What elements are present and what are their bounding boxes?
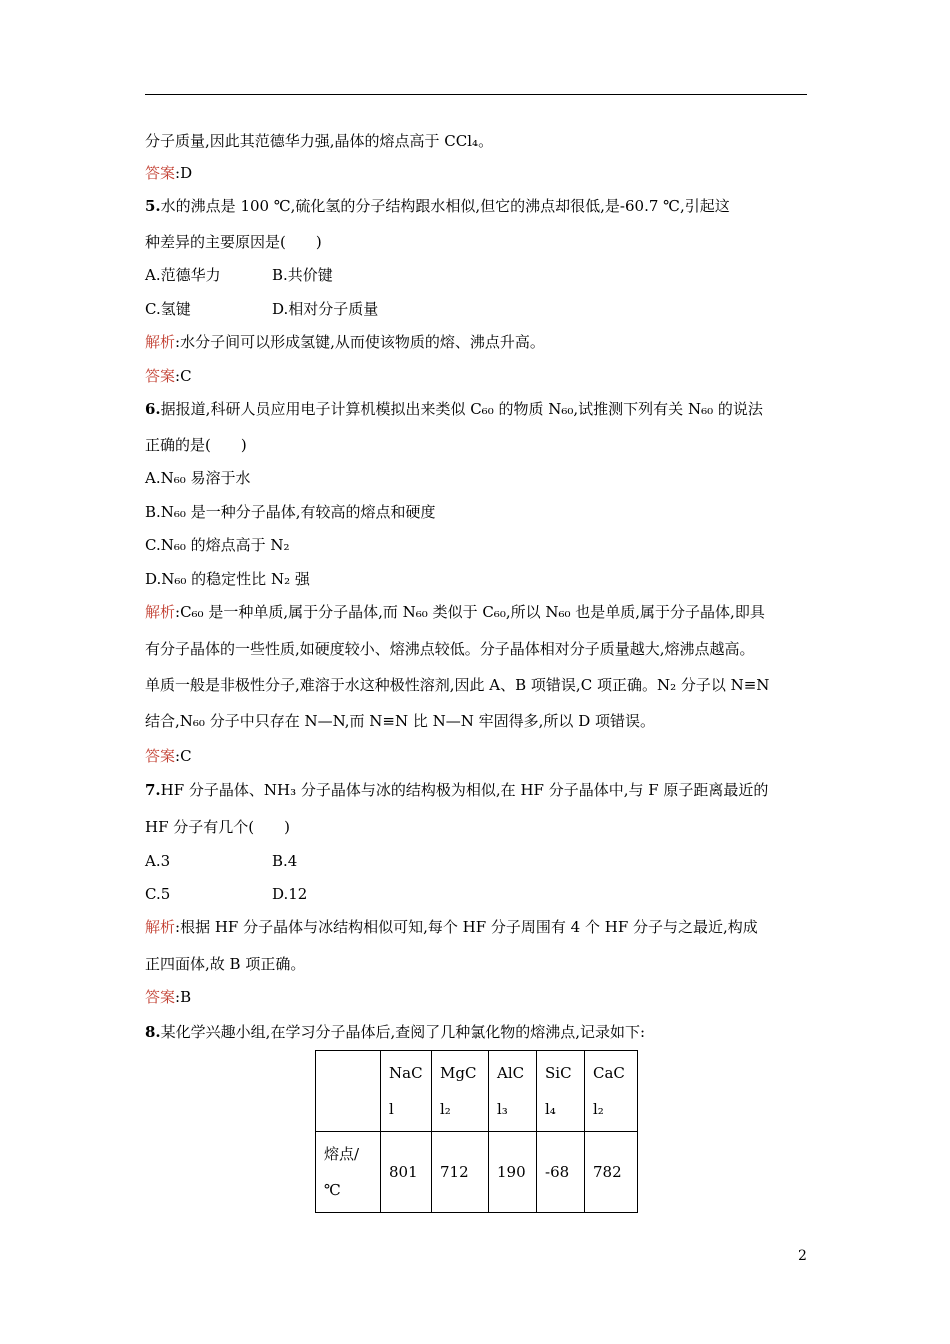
question-7-line-1 bbox=[145, 780, 768, 800]
analysis-label: 解析 bbox=[145, 333, 176, 351]
option-c: C.氢键 bbox=[145, 300, 191, 318]
answer-value: :C bbox=[175, 367, 192, 385]
option-d: D.相对分子质量 bbox=[272, 300, 379, 318]
question-number: 6. bbox=[145, 400, 161, 418]
table-cell: 801 bbox=[381, 1132, 432, 1213]
option-a: A.范德华力 bbox=[145, 266, 221, 284]
question-7-line-2: HF 分子有几个( ) bbox=[145, 818, 290, 836]
question-number: 8. bbox=[145, 1023, 161, 1041]
page-number: 2 bbox=[798, 1248, 807, 1264]
table-header-cell: SiCl₄ bbox=[537, 1051, 585, 1132]
question-5-line-2: 种差异的主要原因是( ) bbox=[145, 233, 322, 251]
answer-label: 答案 bbox=[145, 988, 176, 1006]
question-5-line-1 bbox=[145, 196, 730, 216]
table-cell: 190 bbox=[489, 1132, 537, 1213]
question-text: 水的沸点是 100 ℃,硫化氢的分子结构跟水相似,但它的沸点却很低,是-60.7 ℃,引起这 bbox=[160, 197, 730, 215]
option-a: A.3 bbox=[145, 852, 171, 870]
analysis-line: 结合,N₆₀ 分子中只存在 N—N,而 N≡N 比 N—N 牢固得多,所以 D 项错误。 bbox=[145, 712, 655, 730]
answer-value: :C bbox=[175, 747, 192, 765]
table-header-cell: AlCl₃ bbox=[489, 1051, 537, 1132]
table-cell: 782 bbox=[585, 1132, 638, 1213]
analysis-text: :根据 HF 分子晶体与冰结构相似可知,每个 HF 分子周围有 4 个 HF 分子与之最近,构成 bbox=[175, 918, 758, 936]
table-cell: -68 bbox=[537, 1132, 585, 1213]
question-number: 7. bbox=[145, 781, 161, 799]
answer-line bbox=[145, 366, 192, 386]
table-header-cell: MgCl₂ bbox=[432, 1051, 489, 1132]
answer-label: 答案 bbox=[145, 164, 176, 182]
question-text: 某化学兴趣小组,在学习分子晶体后,查阅了几种氯化物的熔沸点,记录如下: bbox=[160, 1023, 646, 1041]
option-d: D.N₆₀ 的稳定性比 N₂ 强 bbox=[145, 570, 310, 588]
option-c: C.N₆₀ 的熔点高于 N₂ bbox=[145, 536, 290, 554]
analysis-line bbox=[145, 602, 765, 622]
question-6-line-1 bbox=[145, 399, 763, 419]
analysis-line bbox=[145, 917, 758, 937]
header-rule bbox=[145, 94, 807, 95]
analysis-line: 正四面体,故 B 项正确。 bbox=[145, 955, 306, 973]
analysis-label: 解析 bbox=[145, 918, 176, 936]
question-6-line-2: 正确的是( ) bbox=[145, 436, 247, 454]
question-number: 5. bbox=[145, 197, 161, 215]
table-cell: 712 bbox=[432, 1132, 489, 1213]
analysis-text: :C₆₀ 是一种单质,属于分子晶体,而 N₆₀ 类似于 C₆₀,所以 N₆₀ 也是单质,属于分子晶体,即具 bbox=[175, 603, 765, 621]
table-header-cell: CaCl₂ bbox=[585, 1051, 638, 1132]
table-row bbox=[316, 1132, 638, 1213]
table-row-label: 熔点/℃ bbox=[316, 1132, 381, 1213]
table-header-cell: NaCl bbox=[381, 1051, 432, 1132]
answer-value: :D bbox=[175, 164, 193, 182]
analysis-line: 单质一般是非极性分子,难溶于水这种极性溶剂,因此 A、B 项错误,C 项正确。N₂ 分子以 N≡N bbox=[145, 676, 770, 694]
option-a: A.N₆₀ 易溶于水 bbox=[145, 469, 251, 487]
option-b: B.4 bbox=[272, 852, 298, 870]
answer-label: 答案 bbox=[145, 747, 176, 765]
analysis-line bbox=[145, 332, 545, 352]
answer-label: 答案 bbox=[145, 367, 176, 385]
analysis-label: 解析 bbox=[145, 603, 176, 621]
answer-line bbox=[145, 987, 191, 1007]
table-header-row bbox=[316, 1051, 638, 1132]
analysis-line: 有分子晶体的一些性质,如硬度较小、熔沸点较低。分子晶体相对分子质量越大,熔沸点越高。 bbox=[145, 640, 755, 658]
answer-line bbox=[145, 163, 192, 183]
option-c: C.5 bbox=[145, 885, 171, 903]
answer-line bbox=[145, 746, 192, 766]
question-text: HF 分子晶体、NH₃ 分子晶体与冰的结构极为相似,在 HF 分子晶体中,与 F 原子距离最近的 bbox=[160, 781, 769, 799]
option-b: B.共价键 bbox=[272, 266, 333, 284]
table-header-cell bbox=[316, 1051, 381, 1132]
question-text: 据报道,科研人员应用电子计算机模拟出来类似 C₆₀ 的物质 N₆₀,试推测下列有关 N₆₀ 的说法 bbox=[160, 400, 763, 418]
text-line: 分子质量,因此其范德华力强,晶体的熔点高于 CCl₄。 bbox=[145, 132, 494, 150]
option-d: D.12 bbox=[272, 885, 308, 903]
analysis-text: :水分子间可以形成氢键,从而使该物质的熔、沸点升高。 bbox=[175, 333, 545, 351]
chloride-melting-point-table bbox=[315, 1050, 638, 1213]
question-8-line-1 bbox=[145, 1022, 645, 1042]
answer-value: :B bbox=[175, 988, 192, 1006]
option-b: B.N₆₀ 是一种分子晶体,有较高的熔点和硬度 bbox=[145, 503, 436, 521]
